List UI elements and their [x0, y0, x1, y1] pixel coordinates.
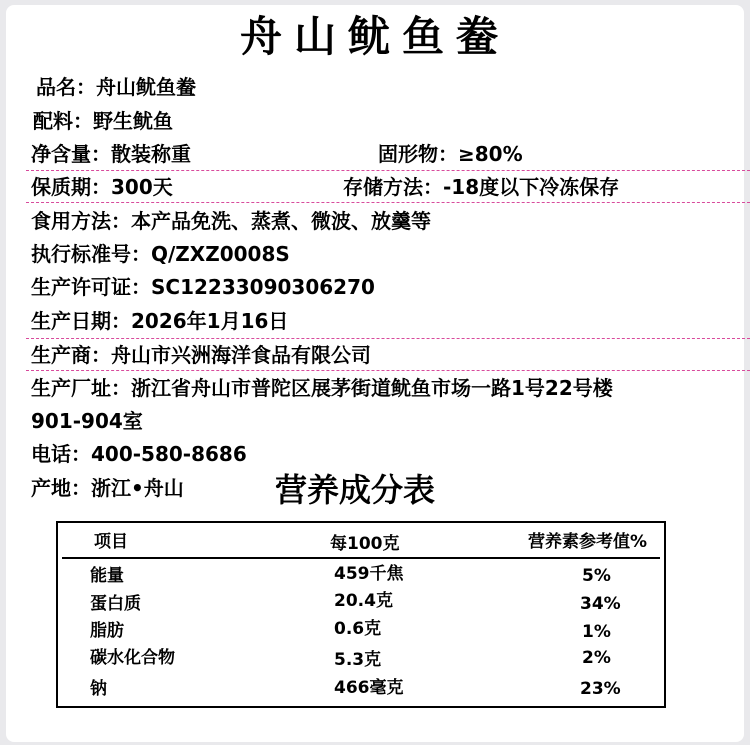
- table-row-fat-nrv: 1%: [582, 622, 611, 642]
- column-header-per-100g: 每100克: [330, 534, 400, 554]
- usage-field: 食用方法：本产品免洗、蒸煮、微波、放羹等: [31, 209, 431, 233]
- table-row-sodium-nrv: 23%: [580, 679, 621, 699]
- table-row-protein-nrv: 34%: [580, 594, 621, 614]
- origin-field: 产地：浙江•舟山: [31, 476, 184, 500]
- table-row-energy-name: 能量: [90, 566, 124, 586]
- table-header-divider: [62, 557, 660, 559]
- nutrition-table: [56, 521, 666, 708]
- column-header-nrv: 营养素参考值%: [528, 532, 648, 552]
- table-row-protein-name: 蛋白质: [90, 594, 141, 614]
- table-row-sodium-name: 钠: [90, 679, 107, 699]
- column-header-item: 项目: [94, 532, 128, 552]
- phone-field: 电话：400-580-8686: [31, 442, 247, 466]
- standard-field: 执行标准号：Q/ZXZ0008S: [31, 242, 290, 266]
- product-name-field: 品名：舟山鱿鱼鲞: [36, 75, 196, 99]
- table-row-carbohydrate-value: 5.3克: [334, 650, 382, 670]
- net-content-field: 净含量：散装称重: [31, 142, 191, 166]
- license-field: 生产许可证：SC12233090306270: [31, 275, 375, 299]
- table-row-sodium-value: 466毫克: [334, 678, 404, 698]
- factory-address-field: 生产厂址：浙江省舟山市普陀区展茅街道鱿鱼市场一路1号22号楼: [31, 376, 613, 400]
- storage-field: 存储方法：-18度以下冷冻保存: [343, 175, 620, 199]
- production-date-field: 生产日期：2026年1月16日: [31, 309, 289, 333]
- table-row-energy-nrv: 5%: [582, 566, 611, 586]
- solids-field: 固形物：≥80%: [378, 142, 523, 166]
- table-row-energy-value: 459千焦: [334, 564, 404, 584]
- nutrition-table-title: 营养成分表: [275, 471, 436, 509]
- label-title: 舟山鱿鱼鲞: [239, 12, 510, 61]
- factory-address-continued: 901-904室: [31, 409, 143, 433]
- table-row-carbohydrate-name: 碳水化合物: [90, 648, 175, 668]
- manufacturer-field: 生产商：舟山市兴洲海洋食品有限公司: [31, 343, 371, 367]
- ingredients-field: 配料：野生鱿鱼: [33, 109, 173, 133]
- table-row-carbohydrate-nrv: 2%: [582, 648, 611, 668]
- table-row-fat-name: 脂肪: [90, 621, 124, 641]
- shelf-life-field: 保质期：300天: [31, 175, 173, 199]
- table-row-fat-value: 0.6克: [334, 619, 382, 639]
- table-row-protein-value: 20.4克: [334, 591, 393, 611]
